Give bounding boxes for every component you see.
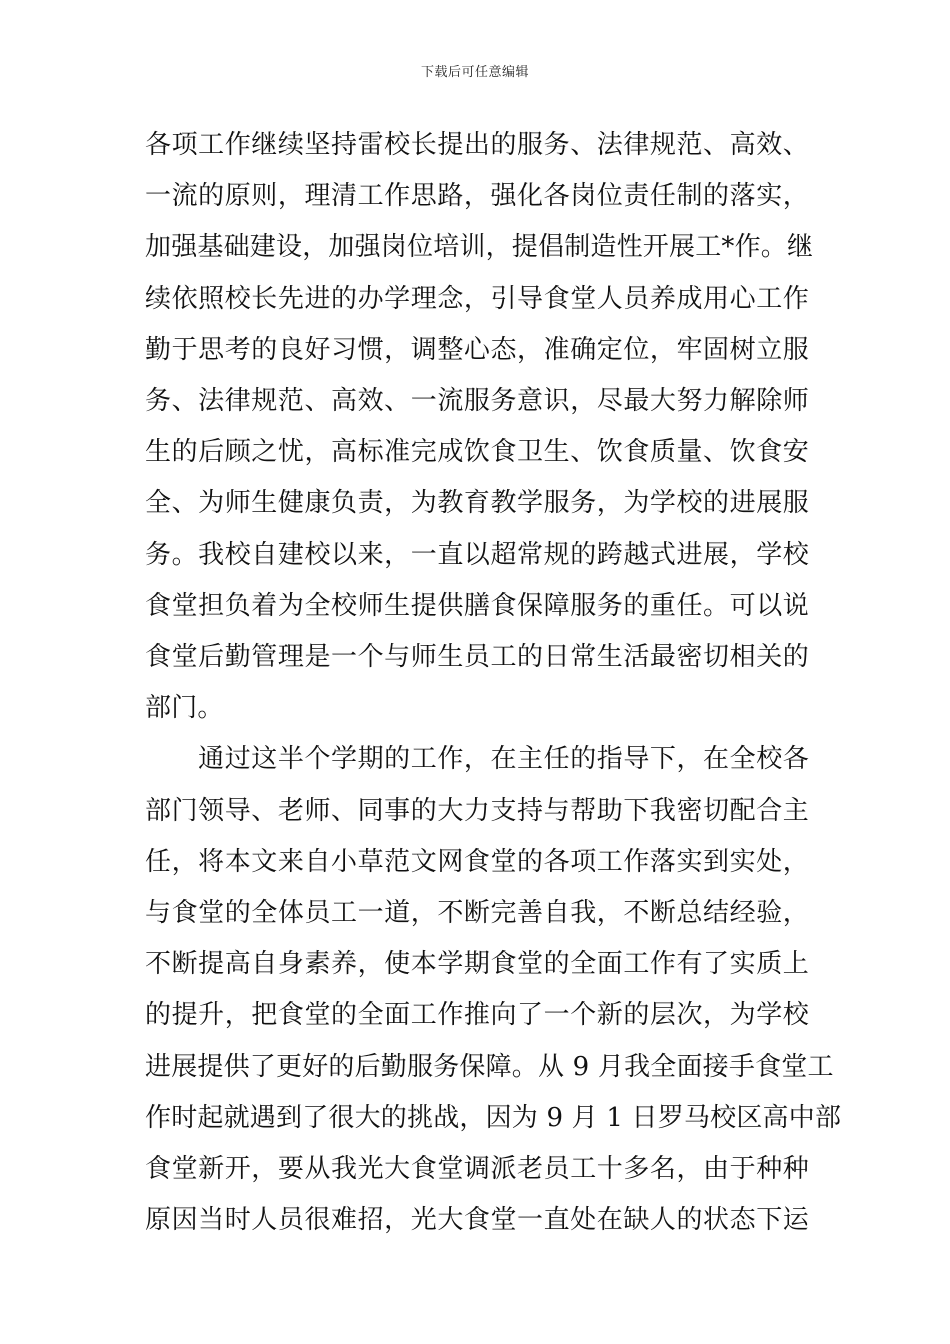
page-header: 下载后可任意编辑 [420, 65, 529, 80]
text-line: 原因当时人员很难招，光大食堂一直处在缺人的状态下运 [145, 1205, 809, 1236]
text-line: 食堂新开，要从我光大食堂调派老员工十多名，由于种种 [145, 1154, 809, 1185]
text-line: 通过这半个学期的工作，在主任的指导下，在全校各 [145, 744, 809, 775]
text-line: 务。我校自建校以来，一直以超常规的跨越式进展，学校 [145, 539, 809, 570]
text-line: 与食堂的全体员工一道，不断完善自我，不断总结经验， [145, 898, 809, 929]
text-line: 任，将本文来自小草范文网食堂的各项工作落实到实处， [145, 846, 809, 877]
text-line: 加强基础建设，加强岗位培训，提倡制造性开展工*作。继 [145, 232, 814, 263]
text-line: 各项工作继续坚持雷校长提出的服务、法律规范、高效、 [145, 130, 809, 160]
text-line: 一流的原则，理清工作思路，强化各岗位责任制的落实， [145, 181, 809, 212]
text-line: 作时起就遇到了很大的挑战，因为 9 月 1 日罗马校区高中部 [145, 1102, 842, 1133]
text-line: 食堂担负着为全校师生提供膳食保障服务的重任。可以说 [145, 590, 809, 621]
text-line: 生的后顾之忧，高标准完成饮食卫生、饮食质量、饮食安 [145, 437, 809, 468]
paragraph-1 [145, 120, 814, 734]
text-line: 务、法律规范、高效、一流服务意识，尽最大努力解除师 [145, 386, 809, 417]
text-line: 续依照校长先进的办学理念，引导食堂人员养成用心工作 [145, 283, 809, 314]
text-line: 全、为师生健康负责，为教育教学服务，为学校的进展服 [145, 488, 809, 519]
text-line: 的提升，把食堂的全面工作推向了一个新的层次，为学校 [145, 1000, 809, 1031]
text-line: 食堂后勤管理是一个与师生员工的日常生活最密切相关的 [145, 642, 809, 673]
paragraph-2 [145, 734, 842, 1246]
text-line: 不断提高自身素养，使本学期食堂的全面工作有了实质上 [145, 949, 809, 980]
text-line: 部门。 [145, 693, 224, 724]
text-line: 进展提供了更好的后勤服务保障。从 9 月我全面接手食堂工 [145, 1051, 834, 1082]
document-body [145, 120, 842, 1246]
text-line: 部门领导、老师、同事的大力支持与帮助下我密切配合主 [145, 795, 809, 826]
text-line: 勤于思考的良好习惯，调整心态，准确定位，牢固树立服 [145, 334, 809, 365]
